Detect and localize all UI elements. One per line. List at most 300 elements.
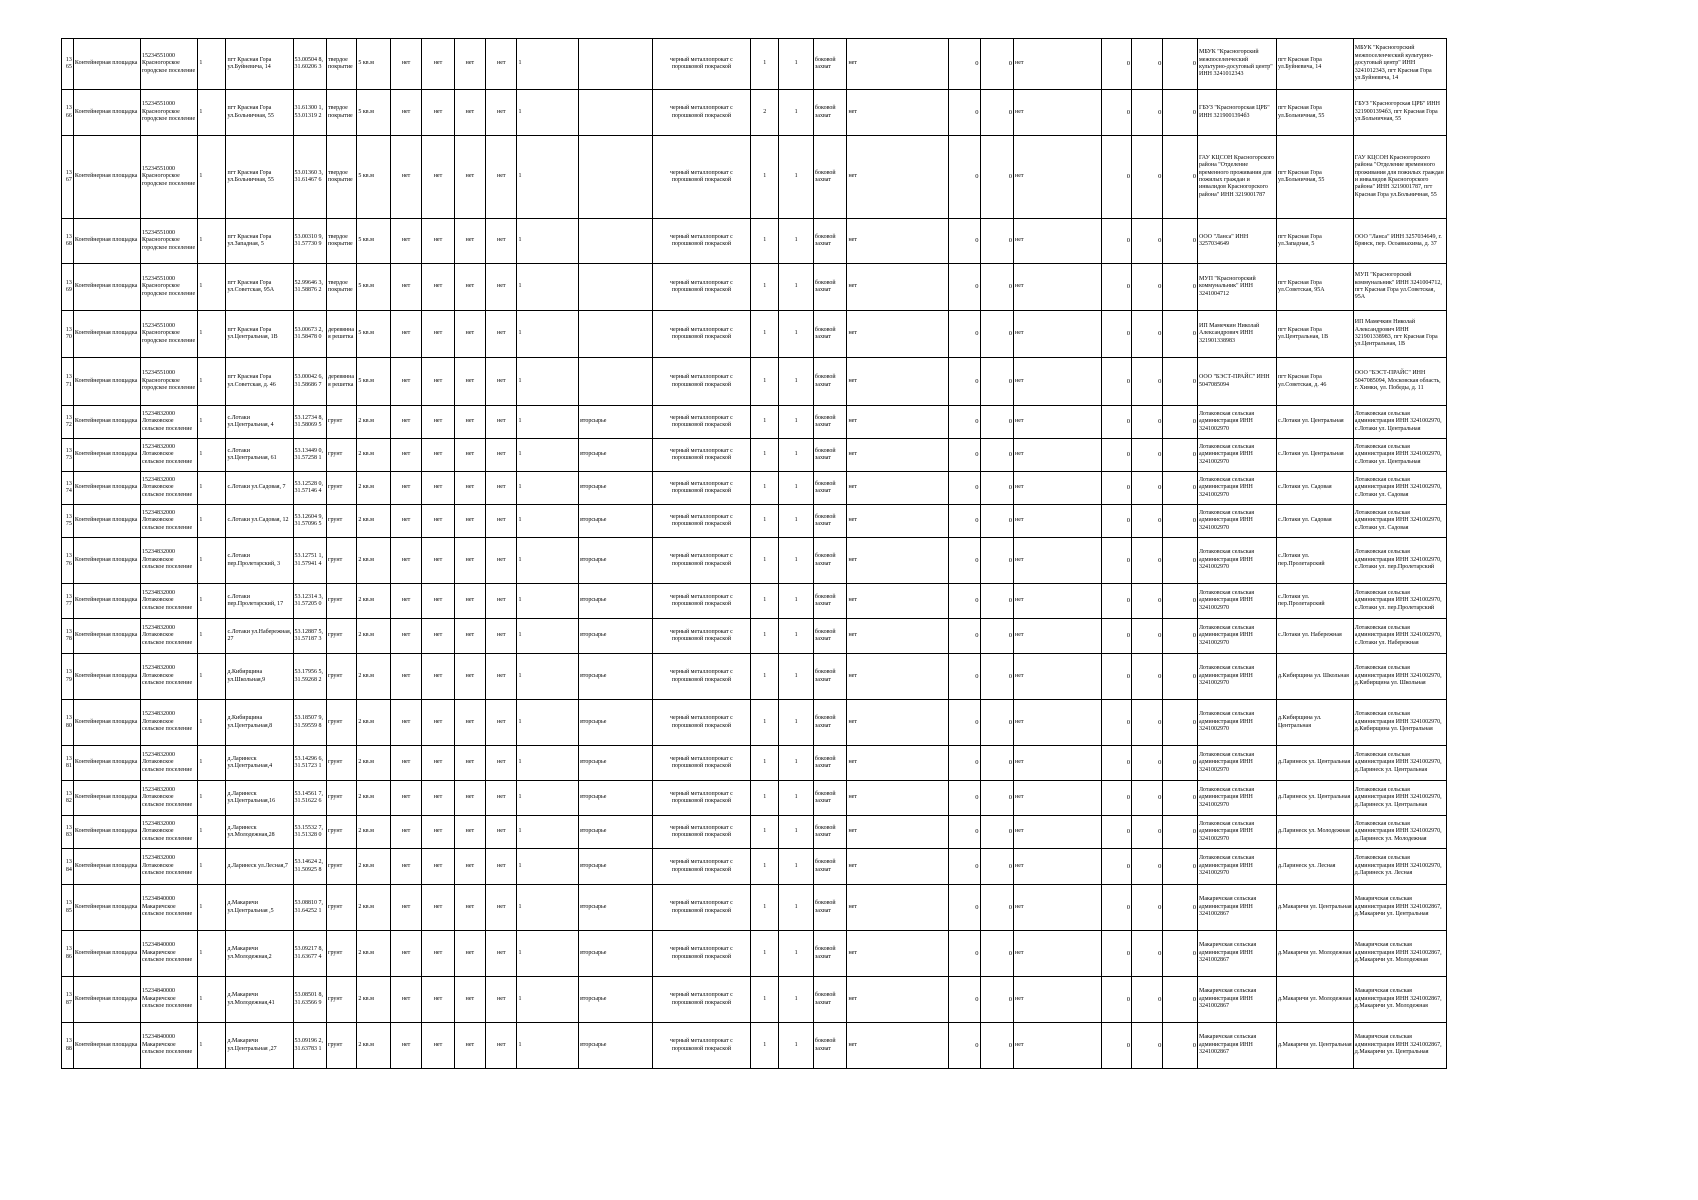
table-row <box>62 136 1447 219</box>
zero-cell: 0 <box>1101 505 1131 538</box>
container-count-cell: 1 <box>517 977 579 1023</box>
zero-cell: 0 <box>949 39 980 90</box>
row-number-cell: 1382 <box>62 781 74 816</box>
source-place-cell: с.Лотаки ул. пер.Пролетарский <box>1276 538 1353 584</box>
coordinates-cell: 31.61300 1, 53.01319 2 <box>293 90 327 136</box>
count-cell: 1 <box>779 700 814 746</box>
row-number-cell: 1384 <box>62 849 74 885</box>
owner-cell: ГБУЗ "Красногорская ЦРБ" ИНН 3219001394б3 <box>1197 90 1276 136</box>
grip-type-cell: боковой захват <box>813 654 847 700</box>
surface-cell: грунт <box>327 849 357 885</box>
container-count-cell: 1 <box>517 439 579 472</box>
flag-cell: 1 <box>198 311 226 358</box>
flag-cell: 1 <box>198 654 226 700</box>
bunker-cell: нет <box>847 849 949 885</box>
zero-cell: 0 <box>1131 264 1162 311</box>
volume-cell: 1 <box>751 406 779 439</box>
fence-cell: нет <box>390 1023 421 1069</box>
waste-type-cell: вторсырье <box>579 654 653 700</box>
bunker-cell: нет <box>847 472 949 505</box>
settlement-cell: 15234840000 Макаричское сельское поселение <box>140 1023 197 1069</box>
zero-cell: 0 <box>949 931 980 977</box>
settlement-cell: 15234840000 Макаричское сельское поселение <box>140 977 197 1023</box>
flag-cell: 1 <box>198 1023 226 1069</box>
zero-cell: 0 <box>949 406 980 439</box>
source-place-cell: пгт Красная Гора ул.Советская, 95А <box>1276 264 1353 311</box>
zero-cell: 0 <box>1101 538 1131 584</box>
coordinates-cell: 53.12734 8, 31.58069 5 <box>293 406 327 439</box>
waste-type-cell <box>579 136 653 219</box>
lighting-cell: нет <box>454 439 485 472</box>
table-body <box>62 39 1447 1069</box>
bunker-cell: нет <box>847 219 949 264</box>
container-count-cell: 1 <box>517 700 579 746</box>
flag-cell: 1 <box>198 619 226 654</box>
zero-cell: 0 <box>1163 654 1198 700</box>
container-count-cell: 1 <box>517 136 579 219</box>
flag-cell: 1 <box>198 358 226 406</box>
row-number-cell: 1380 <box>62 700 74 746</box>
row-number-cell: 1378 <box>62 619 74 654</box>
bunker-cell: нет <box>847 746 949 781</box>
volume-cell: 1 <box>751 1023 779 1069</box>
fence-cell: нет <box>390 885 421 931</box>
surface-cell: грунт <box>327 406 357 439</box>
grip-type-cell: боковой захват <box>813 472 847 505</box>
zero-cell: 0 <box>1163 746 1198 781</box>
site-type-cell: Контейнерная площадка <box>73 538 140 584</box>
grip-type-cell: боковой захват <box>813 39 847 90</box>
zero-cell: 0 <box>1131 439 1162 472</box>
sign-cell: нет <box>486 39 517 90</box>
site-type-cell: Контейнерная площадка <box>73 439 140 472</box>
site-type-cell: Контейнерная площадка <box>73 977 140 1023</box>
source-place-cell: д.Ларинеск ул. Молодежная <box>1276 816 1353 849</box>
coordinates-cell: 53.00673 2, 31.58478 0 <box>293 311 327 358</box>
zero-cell: 0 <box>1131 816 1162 849</box>
zero-cell: 0 <box>949 219 980 264</box>
waste-source-cell: ООО "БЭСТ-ПРАЙС" ИНН 5047085094, Московская область, г. Химки, ул. Победы, д. 11 <box>1353 358 1446 406</box>
sign-cell: нет <box>486 90 517 136</box>
zero-cell: 0 <box>1131 849 1162 885</box>
zero-cell: 0 <box>980 885 1014 931</box>
fence-cell: нет <box>390 816 421 849</box>
roof-cell: нет <box>422 358 454 406</box>
surface-cell: твердое покрытие <box>327 264 357 311</box>
roof-cell: нет <box>422 977 454 1023</box>
site-type-cell: Контейнерная площадка <box>73 746 140 781</box>
zero-cell: 0 <box>1163 472 1198 505</box>
source-place-cell: пгт Красная Гора ул.Больничная, 55 <box>1276 90 1353 136</box>
area-cell: 2 кв.м <box>357 472 391 505</box>
planned-cell: нет <box>1014 816 1102 849</box>
row-number-cell: 1377 <box>62 584 74 619</box>
sign-cell: нет <box>486 472 517 505</box>
zero-cell: 0 <box>949 505 980 538</box>
zero-cell: 0 <box>949 977 980 1023</box>
coordinates-cell: 53.12751 1, 31.57941 4 <box>293 538 327 584</box>
container-count-cell: 1 <box>517 781 579 816</box>
row-number-cell: 1372 <box>62 406 74 439</box>
count-cell: 1 <box>779 816 814 849</box>
fence-cell: нет <box>390 358 421 406</box>
flag-cell: 1 <box>198 849 226 885</box>
table-row <box>62 584 1447 619</box>
settlement-cell: 15234832000 Лотаковское сельское поселение <box>140 746 197 781</box>
volume-cell: 1 <box>751 584 779 619</box>
flag-cell: 1 <box>198 538 226 584</box>
owner-cell: ООО "Ланса" ИНН 3257034649 <box>1197 219 1276 264</box>
planned-cell: нет <box>1014 849 1102 885</box>
waste-type-cell <box>579 264 653 311</box>
flag-cell: 1 <box>198 136 226 219</box>
owner-cell: ГАУ КЦСОН Красногорского района "Отделение временного проживания для пожилых граждан и инвалидов Красногорского района" ИНН 3219001787 <box>1197 136 1276 219</box>
zero-cell: 0 <box>1163 439 1198 472</box>
bunker-cell: нет <box>847 136 949 219</box>
lighting-cell: нет <box>454 1023 485 1069</box>
row-number-cell: 1375 <box>62 505 74 538</box>
source-place-cell: д.Ларинеск ул. Лесная <box>1276 849 1353 885</box>
sign-cell: нет <box>486 619 517 654</box>
row-number-cell: 1379 <box>62 654 74 700</box>
coordinates-cell: 53.00042 6, 31.58686 7 <box>293 358 327 406</box>
roof-cell: нет <box>422 849 454 885</box>
count-cell: 1 <box>779 849 814 885</box>
zero-cell: 0 <box>1131 538 1162 584</box>
address-cell: д.Макаричи ул.Молодежная,41 <box>226 977 293 1023</box>
bunker-cell: нет <box>847 619 949 654</box>
row-number-cell: 1366 <box>62 90 74 136</box>
roof-cell: нет <box>422 816 454 849</box>
fence-cell: нет <box>390 700 421 746</box>
owner-cell: Лотаковская сельская администрация ИНН 3241002970 <box>1197 700 1276 746</box>
container-count-cell: 1 <box>517 931 579 977</box>
container-count-cell: 1 <box>517 538 579 584</box>
lighting-cell: нет <box>454 746 485 781</box>
surface-cell: твердое покрытие <box>327 90 357 136</box>
waste-type-cell: вторсырье <box>579 746 653 781</box>
planned-cell: нет <box>1014 406 1102 439</box>
bunker-cell: нет <box>847 885 949 931</box>
zero-cell: 0 <box>1101 781 1131 816</box>
surface-cell: деревянная решетка <box>327 311 357 358</box>
settlement-cell: 15234832000 Лотаковское сельское поселение <box>140 781 197 816</box>
row-number-cell: 1365 <box>62 39 74 90</box>
grip-type-cell: боковой захват <box>813 700 847 746</box>
fence-cell: нет <box>390 654 421 700</box>
area-cell: 2 кв.м <box>357 406 391 439</box>
waste-source-cell: ООО "Ланса" ИНН 3257034649, г. Брянск, пер. Осоавиахима, д. 37 <box>1353 219 1446 264</box>
row-number-cell: 1369 <box>62 264 74 311</box>
site-type-cell: Контейнерная площадка <box>73 816 140 849</box>
zero-cell: 0 <box>949 1023 980 1069</box>
container-material-cell: черный металлопрокат с порошковой покраской <box>652 781 750 816</box>
site-type-cell: Контейнерная площадка <box>73 619 140 654</box>
zero-cell: 0 <box>1131 654 1162 700</box>
volume-cell: 1 <box>751 849 779 885</box>
address-cell: пгт Красная Гора ул.Центральная, 1В <box>226 311 293 358</box>
owner-cell: МУП "Красногорский коммунальник" ИНН 3241004712 <box>1197 264 1276 311</box>
waste-source-cell: Макаричская сельская администрация ИНН 3241002867, д.Макаричи ул. Молодежная <box>1353 977 1446 1023</box>
grip-type-cell: боковой захват <box>813 219 847 264</box>
waste-source-cell: Макаричская сельская администрация ИНН 3241002867, д.Макаричи ул. Центральная <box>1353 885 1446 931</box>
bunker-cell: нет <box>847 90 949 136</box>
area-cell: 2 кв.м <box>357 746 391 781</box>
waste-type-cell <box>579 90 653 136</box>
sign-cell: нет <box>486 816 517 849</box>
roof-cell: нет <box>422 472 454 505</box>
coordinates-cell: 53.00310 9, 31.57730 9 <box>293 219 327 264</box>
roof-cell: нет <box>422 439 454 472</box>
fence-cell: нет <box>390 264 421 311</box>
zero-cell: 0 <box>1163 619 1198 654</box>
fence-cell: нет <box>390 538 421 584</box>
owner-cell: Лотаковская сельская администрация ИНН 3241002970 <box>1197 472 1276 505</box>
container-material-cell: черный металлопрокат с порошковой покраской <box>652 700 750 746</box>
waste-type-cell: вторсырье <box>579 406 653 439</box>
planned-cell: нет <box>1014 439 1102 472</box>
site-type-cell: Контейнерная площадка <box>73 1023 140 1069</box>
lighting-cell: нет <box>454 781 485 816</box>
volume-cell: 1 <box>751 700 779 746</box>
area-cell: 2 кв.м <box>357 505 391 538</box>
flag-cell: 1 <box>198 264 226 311</box>
zero-cell: 0 <box>980 619 1014 654</box>
zero-cell: 0 <box>949 472 980 505</box>
row-number-cell: 1381 <box>62 746 74 781</box>
zero-cell: 0 <box>949 538 980 584</box>
container-count-cell: 1 <box>517 90 579 136</box>
fence-cell: нет <box>390 584 421 619</box>
source-place-cell: с.Лотаки ул. Центральная <box>1276 439 1353 472</box>
container-material-cell: черный металлопрокат с порошковой покраской <box>652 816 750 849</box>
zero-cell: 0 <box>1101 700 1131 746</box>
row-number-cell: 1383 <box>62 816 74 849</box>
owner-cell: Лотаковская сельская администрация ИНН 3241002970 <box>1197 406 1276 439</box>
grip-type-cell: боковой захват <box>813 1023 847 1069</box>
bunker-cell: нет <box>847 654 949 700</box>
settlement-cell: 15234551000 Красногорское городское поселение <box>140 311 197 358</box>
table-row <box>62 619 1447 654</box>
zero-cell: 0 <box>1101 136 1131 219</box>
sign-cell: нет <box>486 505 517 538</box>
fence-cell: нет <box>390 781 421 816</box>
coordinates-cell: 53.12528 0, 31.57146 4 <box>293 472 327 505</box>
bunker-cell: нет <box>847 439 949 472</box>
waste-type-cell: вторсырье <box>579 619 653 654</box>
area-cell: 5 кв.м <box>357 136 391 219</box>
waste-source-cell: Макаричская сельская администрация ИНН 3241002867, д.Макаричи ул. Молодежная <box>1353 931 1446 977</box>
zero-cell: 0 <box>1101 90 1131 136</box>
count-cell: 1 <box>779 264 814 311</box>
container-material-cell: черный металлопрокат с порошковой покраской <box>652 505 750 538</box>
site-type-cell: Контейнерная площадка <box>73 219 140 264</box>
grip-type-cell: боковой захват <box>813 977 847 1023</box>
area-cell: 5 кв.м <box>357 90 391 136</box>
zero-cell: 0 <box>1163 584 1198 619</box>
waste-type-cell: вторсырье <box>579 849 653 885</box>
planned-cell: нет <box>1014 977 1102 1023</box>
flag-cell: 1 <box>198 505 226 538</box>
zero-cell: 0 <box>949 619 980 654</box>
row-number-cell: 1388 <box>62 1023 74 1069</box>
fence-cell: нет <box>390 219 421 264</box>
zero-cell: 0 <box>1163 885 1198 931</box>
bunker-cell: нет <box>847 406 949 439</box>
zero-cell: 0 <box>1101 406 1131 439</box>
container-material-cell: черный металлопрокат с порошковой покраской <box>652 39 750 90</box>
fence-cell: нет <box>390 849 421 885</box>
count-cell: 1 <box>779 406 814 439</box>
sign-cell: нет <box>486 406 517 439</box>
table-row <box>62 505 1447 538</box>
row-number-cell: 1374 <box>62 472 74 505</box>
owner-cell: Макаричская сельская администрация ИНН 3241002867 <box>1197 885 1276 931</box>
zero-cell: 0 <box>980 849 1014 885</box>
count-cell: 1 <box>779 39 814 90</box>
table-row <box>62 977 1447 1023</box>
count-cell: 1 <box>779 931 814 977</box>
surface-cell: грунт <box>327 584 357 619</box>
settlement-cell: 15234840000 Макаричское сельское поселение <box>140 885 197 931</box>
sign-cell: нет <box>486 439 517 472</box>
waste-type-cell <box>579 219 653 264</box>
planned-cell: нет <box>1014 654 1102 700</box>
site-type-cell: Контейнерная площадка <box>73 654 140 700</box>
fence-cell: нет <box>390 977 421 1023</box>
zero-cell: 0 <box>949 816 980 849</box>
container-count-cell: 1 <box>517 219 579 264</box>
volume-cell: 1 <box>751 311 779 358</box>
count-cell: 1 <box>779 538 814 584</box>
bunker-cell: нет <box>847 311 949 358</box>
lighting-cell: нет <box>454 358 485 406</box>
zero-cell: 0 <box>980 700 1014 746</box>
surface-cell: грунт <box>327 538 357 584</box>
container-count-cell: 1 <box>517 816 579 849</box>
roof-cell: нет <box>422 39 454 90</box>
area-cell: 5 кв.м <box>357 219 391 264</box>
waste-type-cell: вторсырье <box>579 584 653 619</box>
container-material-cell: черный металлопрокат с порошковой покраской <box>652 472 750 505</box>
grip-type-cell: боковой захват <box>813 406 847 439</box>
source-place-cell: пгт Красная Гора ул.Буйневича, 14 <box>1276 39 1353 90</box>
grip-type-cell: боковой захват <box>813 90 847 136</box>
zero-cell: 0 <box>980 39 1014 90</box>
zero-cell: 0 <box>1101 849 1131 885</box>
zero-cell: 0 <box>980 219 1014 264</box>
zero-cell: 0 <box>980 90 1014 136</box>
zero-cell: 0 <box>949 654 980 700</box>
waste-source-cell: ГАУ КЦСОН Красногорского района "Отделение временного проживания для пожилых граждан и инвалидов Красногорского района" ИНН 3219001787, пгт Красная Гора ул.Больничная, 55 <box>1353 136 1446 219</box>
container-material-cell: черный металлопрокат с порошковой покраской <box>652 1023 750 1069</box>
table-row <box>62 700 1447 746</box>
address-cell: пгт Красная Гора ул.Буйневича, 14 <box>226 39 293 90</box>
fence-cell: нет <box>390 39 421 90</box>
container-material-cell: черный металлопрокат с порошковой покраской <box>652 885 750 931</box>
sign-cell: нет <box>486 700 517 746</box>
site-type-cell: Контейнерная площадка <box>73 781 140 816</box>
zero-cell: 0 <box>949 358 980 406</box>
waste-source-cell: Лотаковская сельская администрация ИНН 3241002970, д.Ларинеск ул. Центральная <box>1353 781 1446 816</box>
address-cell: с.Лотаки ул.Садовая, 12 <box>226 505 293 538</box>
roof-cell: нет <box>422 538 454 584</box>
surface-cell: грунт <box>327 619 357 654</box>
address-cell: д.Ларинеск ул.Центральная,4 <box>226 746 293 781</box>
area-cell: 2 кв.м <box>357 931 391 977</box>
lighting-cell: нет <box>454 472 485 505</box>
table-row <box>62 406 1447 439</box>
container-count-cell: 1 <box>517 654 579 700</box>
zero-cell: 0 <box>1131 90 1162 136</box>
waste-source-cell: ИП Мамечкин Николай Александрович ИНН 321901338983, пгт Красная Гора ул.Центральная, 1В <box>1353 311 1446 358</box>
sign-cell: нет <box>486 538 517 584</box>
sign-cell: нет <box>486 849 517 885</box>
zero-cell: 0 <box>1131 931 1162 977</box>
roof-cell: нет <box>422 219 454 264</box>
zero-cell: 0 <box>1163 816 1198 849</box>
waste-type-cell <box>579 39 653 90</box>
fence-cell: нет <box>390 931 421 977</box>
zero-cell: 0 <box>1163 219 1198 264</box>
address-cell: пгт Красная Гора ул.Больничная, 55 <box>226 136 293 219</box>
owner-cell: Лотаковская сельская администрация ИНН 3241002970 <box>1197 584 1276 619</box>
container-count-cell: 1 <box>517 1023 579 1069</box>
zero-cell: 0 <box>1163 538 1198 584</box>
address-cell: пгт Красная Гора ул.Советская, 95А <box>226 264 293 311</box>
waste-source-cell: Лотаковская сельская администрация ИНН 3241002970, д.Ларинеск ул. Лесная <box>1353 849 1446 885</box>
site-type-cell: Контейнерная площадка <box>73 505 140 538</box>
owner-cell: ИП Мамечкин Николай Александрович ИНН 321901338983 <box>1197 311 1276 358</box>
grip-type-cell: боковой захват <box>813 538 847 584</box>
count-cell: 1 <box>779 977 814 1023</box>
table-row <box>62 264 1447 311</box>
surface-cell: грунт <box>327 746 357 781</box>
surface-cell: твердое покрытие <box>327 136 357 219</box>
sign-cell: нет <box>486 885 517 931</box>
source-place-cell: д.Макаричи ул. Молодежная <box>1276 977 1353 1023</box>
source-place-cell: д.Кибирщина ул. Школьная <box>1276 654 1353 700</box>
surface-cell: грунт <box>327 505 357 538</box>
fence-cell: нет <box>390 472 421 505</box>
table-row <box>62 781 1447 816</box>
waste-source-cell: Лотаковская сельская администрация ИНН 3241002970, с.Лотаки ул. Набережная <box>1353 619 1446 654</box>
zero-cell: 0 <box>1101 816 1131 849</box>
site-type-cell: Контейнерная площадка <box>73 136 140 219</box>
bunker-cell: нет <box>847 358 949 406</box>
lighting-cell: нет <box>454 90 485 136</box>
table-row <box>62 885 1447 931</box>
waste-source-cell: МУП "Красногорский коммунальник" ИНН 3241004712, пгт Красная Гора ул.Советская, 95А <box>1353 264 1446 311</box>
zero-cell: 0 <box>1101 746 1131 781</box>
address-cell: пгт Красная Гора ул.Советская, д. 46 <box>226 358 293 406</box>
planned-cell: нет <box>1014 584 1102 619</box>
surface-cell: грунт <box>327 654 357 700</box>
source-place-cell: пгт Красная Гора ул.Больничная, 55 <box>1276 136 1353 219</box>
bunker-cell: нет <box>847 39 949 90</box>
waste-source-cell: Лотаковская сельская администрация ИНН 3241002970, с.Лотаки ул. Центральная <box>1353 406 1446 439</box>
count-cell: 1 <box>779 136 814 219</box>
count-cell: 1 <box>779 1023 814 1069</box>
planned-cell: нет <box>1014 39 1102 90</box>
waste-source-cell: Лотаковская сельская администрация ИНН 3241002970, с.Лотаки ул. Садовая <box>1353 505 1446 538</box>
sign-cell: нет <box>486 358 517 406</box>
zero-cell: 0 <box>980 311 1014 358</box>
settlement-cell: 15234832000 Лотаковское сельское поселение <box>140 584 197 619</box>
volume-cell: 1 <box>751 781 779 816</box>
waste-type-cell: вторсырье <box>579 538 653 584</box>
volume-cell: 1 <box>751 885 779 931</box>
